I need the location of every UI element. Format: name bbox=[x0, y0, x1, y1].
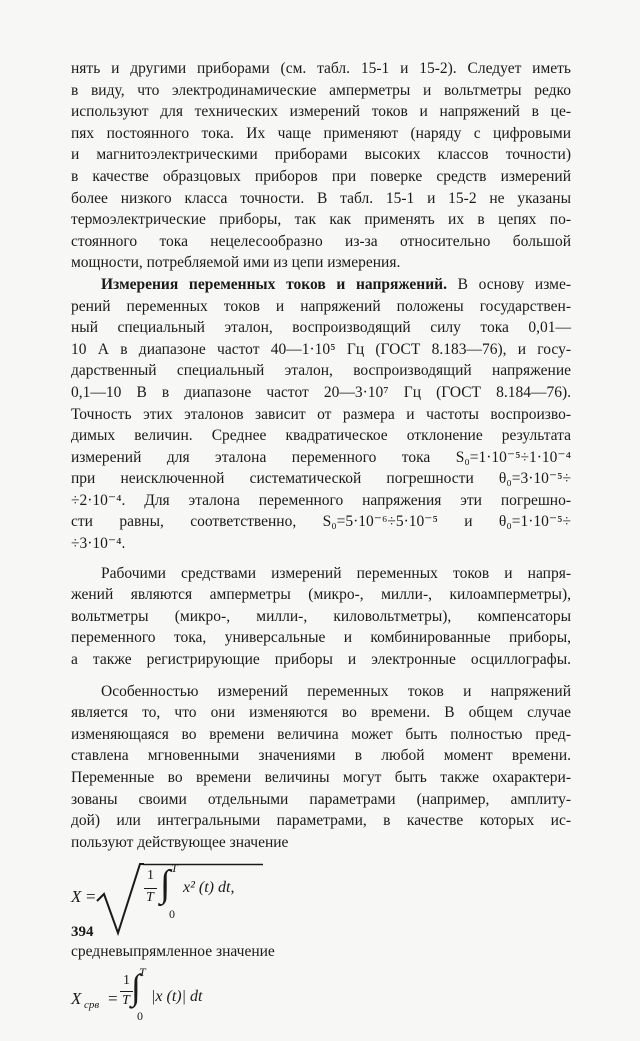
text-run: В основу изме- bbox=[446, 275, 571, 293]
text-line: мощности, потребляемой ими из цепи измерения. bbox=[71, 254, 401, 272]
formula-equals: = bbox=[108, 989, 118, 1009]
text-line: Точность этих эталонов зависит от размера и частоты воспроизво- bbox=[71, 405, 571, 423]
integral-lower-limit: 0 bbox=[137, 1009, 143, 1024]
sqrt-sign-icon bbox=[96, 861, 144, 941]
text-line: дарственный специальный эталон, воспроизводящий напряжение bbox=[71, 362, 571, 380]
text-line: нять и другими приборами (см. табл. 15-1 и 15-2). Следует иметь bbox=[71, 60, 571, 77]
paragraph-4 bbox=[71, 681, 571, 854]
text-line: является то, что они изменяются во времени. В общем случае bbox=[71, 704, 571, 722]
integral-sign-icon: ∫ bbox=[160, 863, 171, 906]
text-line: переменного тока, универсальные и комбинированные приборы, bbox=[71, 629, 571, 647]
text-line: пользуют действующее значение bbox=[71, 833, 289, 851]
text-line: а также регистрирующие приборы и электронные осциллографы. bbox=[71, 651, 571, 669]
text-line: дой) или интегральными параметрами, в качестве которых ис- bbox=[71, 812, 571, 830]
text-line: и магнитоэлектрическими приборами высоких классов точности) bbox=[71, 146, 571, 164]
text-line: вольтметры (микро-, милли-, киловольтметры), компенсаторы bbox=[71, 607, 571, 625]
formula-lhs-subscript: срв bbox=[84, 999, 100, 1012]
integral-sign-icon: ∫ bbox=[131, 967, 141, 1008]
formula-label: средневыпрямленное значение bbox=[71, 943, 275, 961]
integrand: x² (t) dt, bbox=[183, 879, 235, 897]
page-body bbox=[71, 58, 571, 1041]
paragraph-2 bbox=[71, 274, 571, 555]
formula-lhs: X bbox=[71, 887, 82, 907]
text-line: 0,1—10 В в диапазоне частот 20—3·10⁷ Гц (ГОСТ 8.184—76). bbox=[71, 383, 571, 401]
integral-upper-limit: T bbox=[139, 965, 146, 980]
text-line: ставлена мгновенными значениями в любой момент времени. bbox=[71, 747, 571, 765]
formula-lhs: X bbox=[71, 989, 82, 1009]
text-line: при неисключенной систематической погрешности θ₀=3·10⁻⁵÷ bbox=[71, 470, 571, 488]
text-line: Рабочими средствами измерений переменных токов и напря- bbox=[101, 564, 571, 582]
text-line: термоэлектрические приборы, так как применять их в цепях по- bbox=[71, 211, 571, 229]
text-line: рений переменных токов и напряжений положены государствен- bbox=[71, 297, 571, 315]
fraction-numerator: 1 bbox=[147, 868, 154, 884]
fraction-numerator: 1 bbox=[123, 973, 130, 989]
paragraph-1 bbox=[71, 58, 571, 274]
fraction-denominator: T bbox=[146, 890, 154, 906]
text-line: ный специальный эталон, воспроизводящий силу тока 0,01— bbox=[71, 319, 571, 337]
text-line: измерений для эталона переменного тока S₀=1·10⁻⁵÷1·10⁻⁴ bbox=[71, 448, 571, 466]
fraction-bar bbox=[144, 888, 157, 889]
text-line: пях постоянного тока. Их чаще применяют (наряду с цифровыми bbox=[71, 124, 571, 142]
text-line: ÷3·10⁻⁴. bbox=[71, 535, 126, 553]
fraction-denominator: T bbox=[122, 993, 130, 1009]
text-line: Переменные во времени величины могут быть также охарактери- bbox=[71, 769, 571, 786]
text-line: используют для технических измерений токов и напряжений в це- bbox=[71, 103, 571, 121]
text-line bbox=[71, 274, 571, 296]
formula-equals: = bbox=[86, 887, 96, 907]
integral-lower-limit: 0 bbox=[169, 907, 175, 922]
text-line: в виду, что электродинамические амперметры и вольтметры редко bbox=[71, 81, 571, 99]
text-line: изменяющаяся во времени величина может быть полностью пред- bbox=[71, 725, 571, 743]
formula-mean-rectified bbox=[71, 965, 571, 1041]
text-line: стоянного тока нецелесообразно из-за относительно большой bbox=[71, 232, 571, 250]
text-line: ÷2·10⁻⁴. Для эталона переменного напряжения эти погрешно- bbox=[71, 491, 571, 509]
section-heading: Измерения переменных токов и напряжений. bbox=[101, 275, 447, 293]
integral-upper-limit: T bbox=[171, 861, 178, 876]
text-line: более низкого класса точности. В табл. 15-1 и 15-2 не указаны bbox=[71, 189, 571, 207]
text-line: 10 А в диапазоне частот 40—1·10⁵ Гц (ГОСТ 8.183—76), и госу- bbox=[71, 340, 571, 358]
integrand: |x (t)| dt bbox=[151, 988, 203, 1006]
text-line: Особенностью измерений переменных токов и напряжений bbox=[101, 682, 571, 700]
text-line: димых величин. Среднее квадратическое отклонение результата bbox=[71, 427, 571, 445]
text-line: жений являются амперметры (микро-, милли-, килоамперметры), bbox=[71, 586, 571, 604]
text-line: зованы своими отдельными параметрами (например, амплиту- bbox=[71, 790, 571, 808]
formula-rms bbox=[71, 861, 571, 941]
text-line: в качестве образцовых приборов при поверке средств измерений bbox=[71, 167, 571, 185]
text-line: сти равны, соответственно, S₀=5·10⁻⁶÷5·10⁻⁵ и θ₀=1·10⁻⁵÷ bbox=[71, 513, 571, 531]
page-number: 394 bbox=[71, 924, 94, 940]
paragraph-3 bbox=[71, 563, 571, 671]
